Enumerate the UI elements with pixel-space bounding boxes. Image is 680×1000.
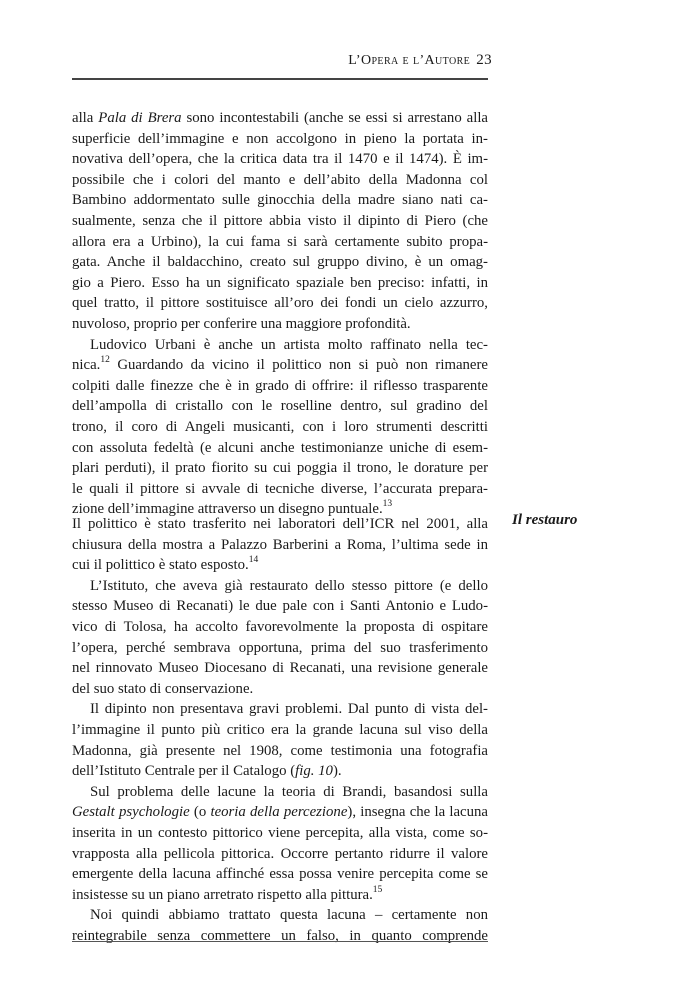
text-line: emergente della lacuna affinché essa possa venire percepita come se	[72, 866, 488, 883]
text-line: Bambino addormentato sulle ginocchia della madre siano nati ca-	[72, 192, 488, 209]
text-line: Madonna, già presente nel 1908, come testimonia una fotografia	[72, 742, 488, 759]
text-block-2	[72, 514, 488, 946]
text-line	[72, 555, 488, 576]
text-line	[72, 802, 488, 823]
text-line: Sul problema delle lacune la teoria di Brandi, basandosi sulla	[90, 783, 488, 800]
text-line: Il polittico è stato trasferito nei laboratori dell’ICR nel 2001, alla	[72, 516, 488, 532]
text-line: inserita in un contesto pittorico viene percepita, alla vista, come so-	[72, 824, 488, 841]
running-header	[300, 52, 492, 69]
text-line: nel rinnovato Museo Diocesano di Recanati, una revisione generale	[72, 660, 488, 677]
paragraph	[72, 514, 488, 576]
text-line: novativa dell’opera, che la critica data tra il 1470 e il 1474). È im-	[72, 151, 488, 168]
text-line: trono, il coro di Angeli musicanti, con i loro strumenti descritti	[72, 418, 488, 435]
text-line: vico di Tolosa, ha accolto favorevolmente la proposta di ospitare	[72, 618, 488, 635]
text-line: plari perduti), il prato fiorito su cui poggia il trono, le dorature per	[72, 460, 488, 477]
text-line: del suo stato di conservazione.	[72, 680, 254, 697]
page-number: 23	[476, 52, 492, 68]
text-run: Guardando da vicino il polittico non si può non rimanere	[109, 357, 488, 374]
text-run: cui il polittico è stato esposto.	[72, 557, 249, 574]
text-line	[72, 108, 488, 129]
footnote-ref: 15	[372, 884, 383, 895]
text-line	[72, 761, 488, 782]
text-run: dell’Istituto Centrale per il Catalogo (	[72, 763, 296, 780]
text-line: l’immagine il punto più critico era la grande lacuna sul viso della	[72, 721, 488, 738]
text-line: con assoluta fedeltà (e alcuni anche testimonianze uniche di esem-	[72, 439, 488, 456]
text-line: L’Istituto, che aveva già restaurato dello stesso pittore (e dello	[90, 577, 488, 594]
header-rule	[72, 78, 488, 80]
text-line: Il dipinto non presentava gravi problemi. Dal punto di vista del-	[90, 701, 488, 718]
paragraph	[72, 576, 488, 700]
text-run: ).	[332, 763, 342, 780]
paragraph	[72, 782, 488, 906]
text-line: dell’ampolla di cristallo con le roselline dentro, sul gradino del	[72, 398, 488, 415]
paragraph	[72, 335, 488, 520]
text-run: insistesse su un piano arretrato rispetto alla pittura.	[72, 886, 373, 903]
footnote-ref: 14	[248, 555, 259, 566]
text-line	[72, 355, 488, 376]
paragraph	[72, 108, 488, 335]
text-run: nica.	[72, 357, 101, 374]
text-run: ), insegna che la lacuna	[347, 804, 488, 821]
text-line: vrapposta alla pellicola pittorica. Occorre pertanto ridurre il valore	[72, 845, 488, 862]
text-line	[72, 885, 488, 906]
text-line: le quali il pittore si avvale di tecniche diverse, l’accurata prepara-	[72, 480, 488, 497]
italic-text: Gestalt psychologie	[72, 804, 190, 821]
text-line: Ludovico Urbani è anche un artista molto raffinato nella tec-	[90, 336, 488, 353]
italic-text: Pala di Brera	[98, 110, 182, 126]
text-run: alla	[72, 110, 99, 126]
text-line: superficie dell’immagine e non accolgono in pieno la portata in-	[72, 130, 488, 147]
text-line: gata. Anche il baldacchino, creato sul gruppo divino, è un omag-	[72, 254, 488, 271]
italic-text: teoria della percezione	[210, 804, 348, 821]
text-line: l’opera, perché sembrava opportuna, prima del suo trasferimento	[72, 639, 488, 656]
section-heading: Il restauro	[512, 512, 578, 528]
footnote-ref: 12	[100, 355, 110, 366]
text-block-1	[72, 108, 488, 520]
footnote-ref: 13	[382, 499, 393, 510]
italic-text: fig. 10	[295, 763, 333, 780]
text-run: zione dell’immagine attraverso un disegno puntuale.	[72, 501, 383, 518]
footer-rule	[72, 941, 488, 942]
text-line: quel tratto, il pittore sostituisce all’oro dei fondi un cielo azzurro,	[72, 295, 488, 312]
text-run: (o	[189, 804, 211, 821]
text-line: gio a Piero. Esso ha un significato spaziale ben preciso: infatti, in	[72, 274, 488, 291]
text-line: stesso Museo di Recanati) le due pale con i Santi Antonio e Ludo-	[72, 598, 488, 615]
text-line: nuvoloso, proprio per conferire una maggiore profondità.	[72, 315, 411, 332]
paragraph	[72, 699, 488, 781]
text-line: Noi quindi abbiamo trattato questa lacuna – certamente non	[90, 907, 488, 924]
text-line: sualmente, senza che il pittore abbia visto il dipinto di Piero (che	[72, 212, 488, 229]
text-line: colpiti dalle finezze che è in grado di offrire: il riflesso trasparente	[72, 377, 488, 394]
text-run: sono incontestabili (anche se essi si arrestano alla	[181, 110, 489, 126]
text-line: possibile che i colori del manto e dell’abito della Madonna col	[72, 171, 488, 188]
text-line: allora era a Urbino), la cui fama si sarà certamente subito propa-	[72, 233, 488, 250]
running-header-title: L’Opera e l’Autore	[348, 53, 471, 68]
text-line: chiusura della mostra a Palazzo Barberini a Roma, l’ultima sede in	[72, 536, 488, 553]
text-line: reintegrabile senza commettere un falso, in quanto comprende	[72, 927, 488, 944]
